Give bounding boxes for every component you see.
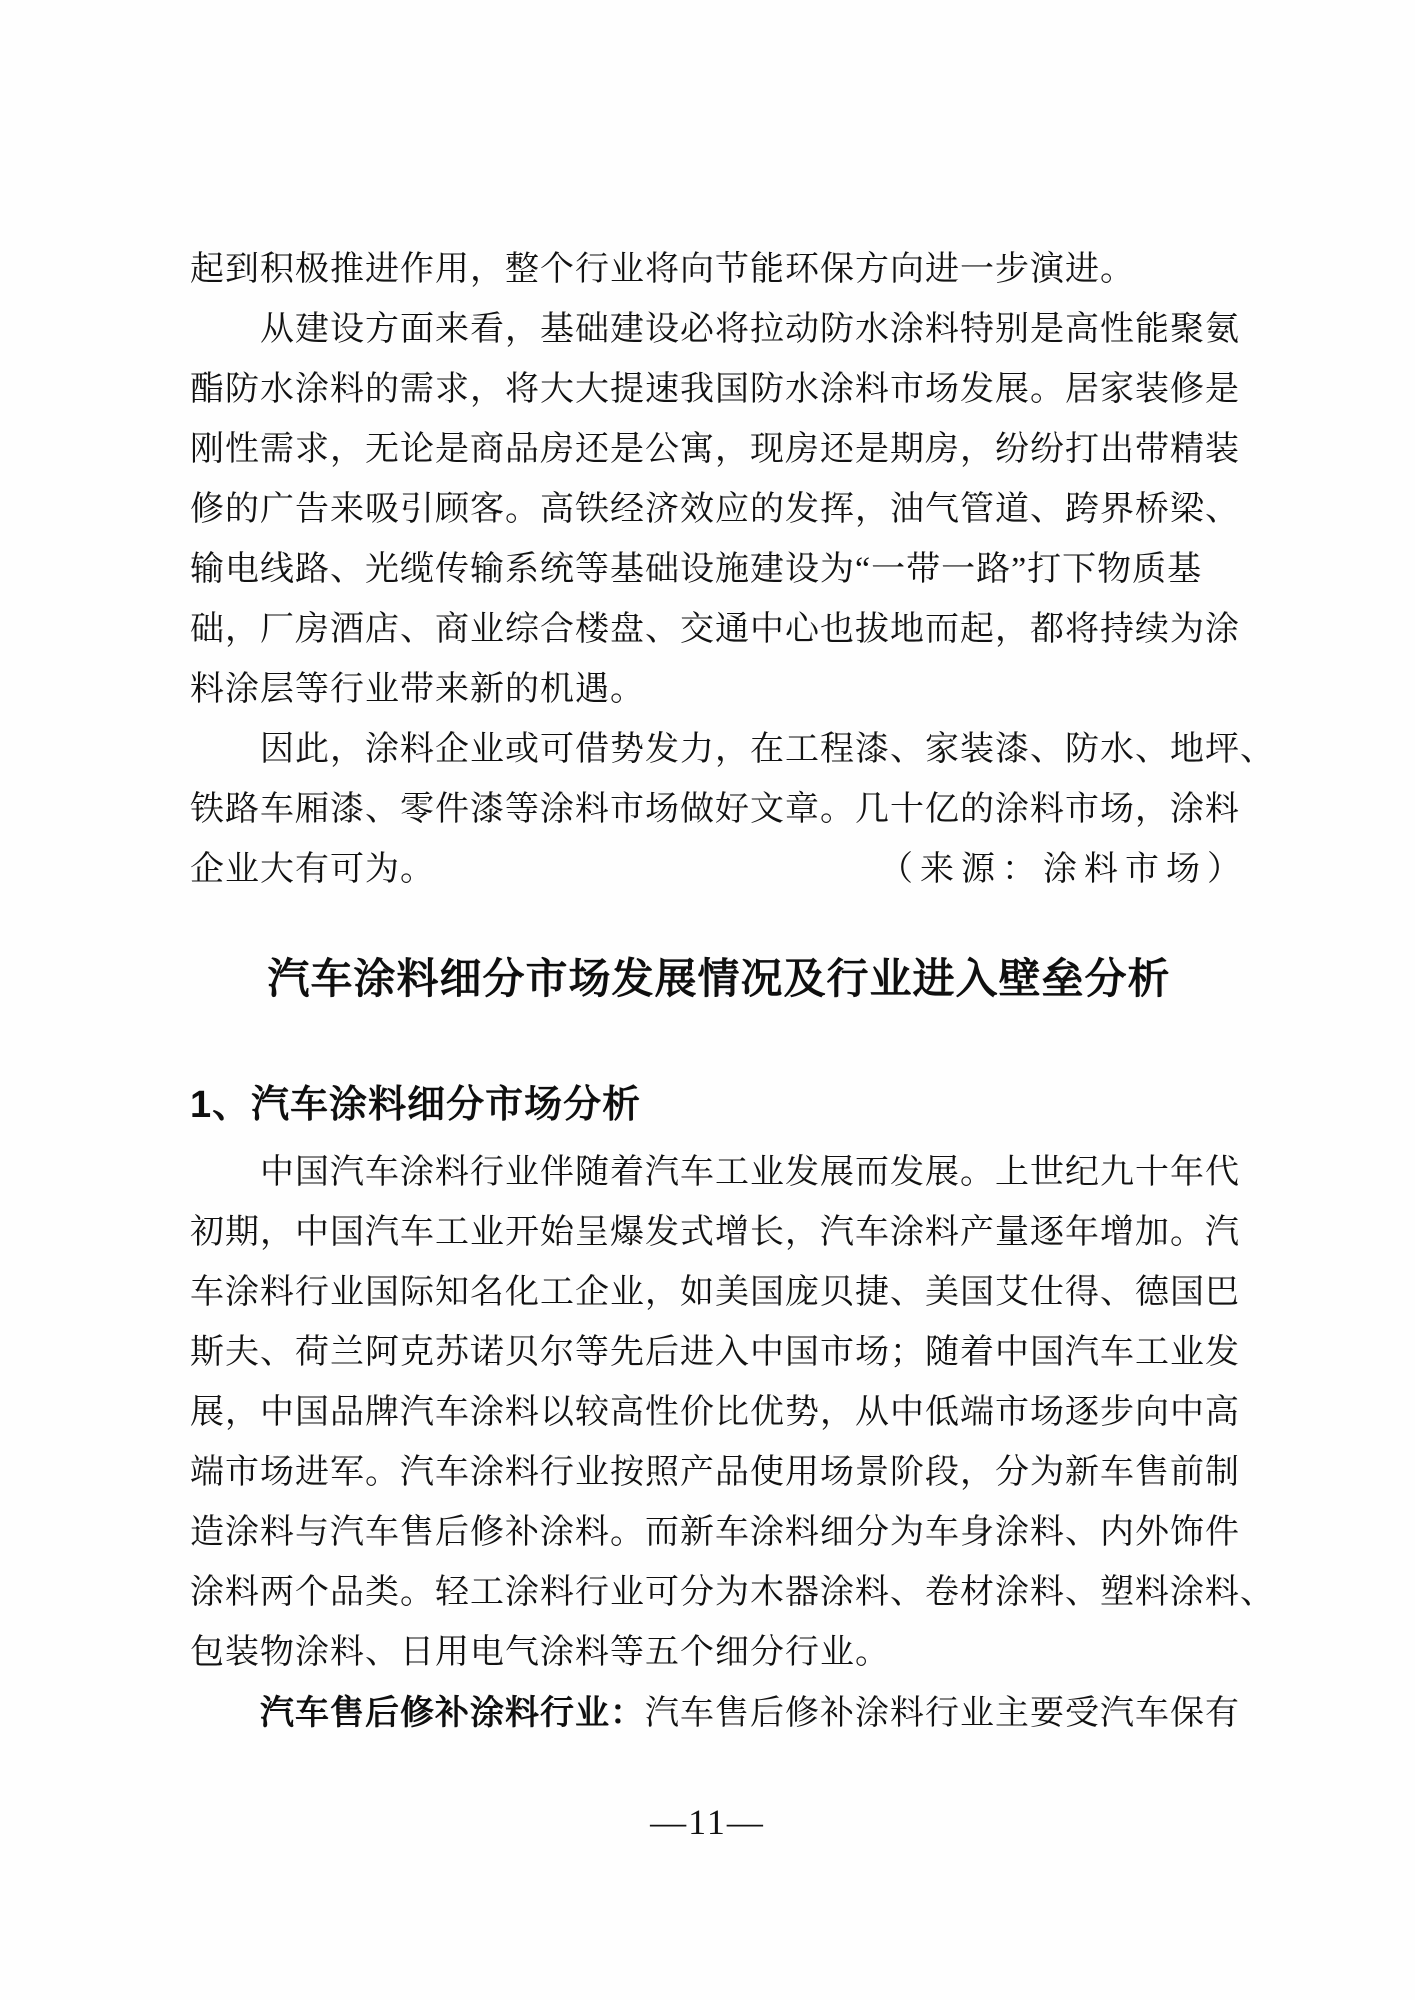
section-paragraphs <box>190 1143 1275 1743</box>
text-line: 涂料两个品类。轻工涂料行业可分为木器涂料、卷材涂料、塑料涂料、 <box>190 1574 1275 1611</box>
closing-text: 企业大有可为。 <box>190 851 435 888</box>
lead-text: 汽车售后修补涂料行业主要受汽车保有 <box>645 1695 1240 1732</box>
text-line: 础，厂房酒店、商业综合楼盘、交通中心也拔地而起，都将持续为涂 <box>190 611 1240 648</box>
text-line: 包装物涂料、日用电气涂料等五个细分行业。 <box>190 1634 890 1671</box>
text-line: 铁路车厢漆、零件漆等涂料市场做好文章。几十亿的涂料市场，涂料 <box>190 791 1240 828</box>
intro-paragraphs <box>190 240 1275 900</box>
source-attribution: （来源：涂料市场） <box>879 851 1248 888</box>
page-number: —11— <box>650 1802 765 1842</box>
text-line: 起到积极推进作用，整个行业将向节能环保方向进一步演进。 <box>190 251 1135 288</box>
text-line: 酯防水涂料的需求，将大大提速我国防水涂料市场发展。居家装修是 <box>190 371 1240 408</box>
text-line: 料涂层等行业带来新的机遇。 <box>190 671 645 708</box>
text-line: 造涂料与汽车售后修补涂料。而新车涂料细分为车身涂料、内外饰件 <box>190 1514 1240 1551</box>
text-line: 输电线路、光缆传输系统等基础设施建设为“一带一路”打下物质基 <box>190 551 1203 588</box>
text-line: 因此，涂料企业或可借势发力，在工程漆、家装漆、防水、地坪、 <box>190 731 1275 768</box>
closing-line <box>190 840 1248 900</box>
lead-line <box>190 1683 1248 1743</box>
text-line: 初期，中国汽车工业开始呈爆发式增长，汽车涂料产量逐年增加。汽 <box>190 1214 1240 1251</box>
text-line: 中国汽车涂料行业伴随着汽车工业发展而发展。上世纪九十年代 <box>190 1154 1240 1191</box>
text-line: 斯夫、荷兰阿克苏诺贝尔等先后进入中国市场；随着中国汽车工业发 <box>190 1334 1240 1371</box>
text-line: 刚性需求，无论是商品房还是公寓，现房还是期房，纷纷打出带精装 <box>190 431 1240 468</box>
text-line: 端市场进军。汽车涂料行业按照产品使用场景阶段，分为新车售前制 <box>190 1454 1240 1491</box>
text-line: 车涂料行业国际知名化工企业，如美国庞贝捷、美国艾仕得、德国巴 <box>190 1274 1240 1311</box>
lead-indent <box>190 1695 260 1732</box>
section-heading: 1、汽车涂料细分市场分析 <box>190 1084 642 1126</box>
text-line: 展，中国品牌汽车涂料以较高性价比优势，从中低端市场逐步向中高 <box>190 1394 1240 1431</box>
text-line: 修的广告来吸引顾客。高铁经济效应的发挥，油气管道、跨界桥梁、 <box>190 491 1240 528</box>
lead-bold-label: 汽车售后修补涂料行业： <box>260 1694 645 1732</box>
text-line: 从建设方面来看，基础建设必将拉动防水涂料特别是高性能聚氨 <box>190 311 1240 348</box>
article-title: 汽车涂料细分市场发展情况及行业进入壁垒分析 <box>267 955 1171 1002</box>
